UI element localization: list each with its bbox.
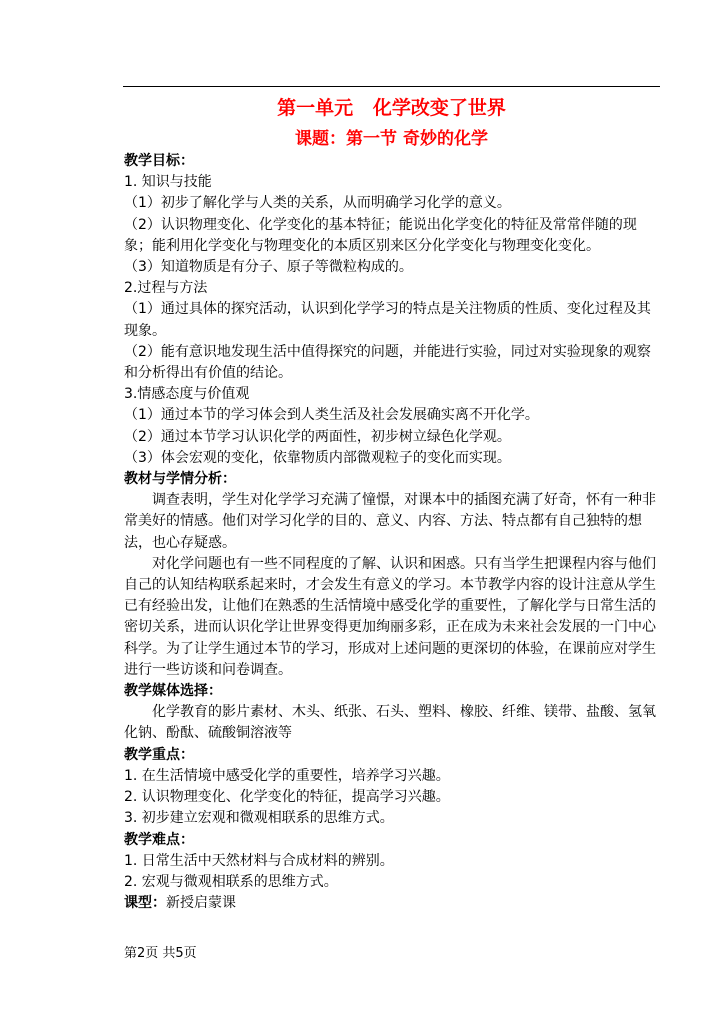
list-item: （2）能有意识地发现生活中值得探究的问题，并能进行实验，同过对实验现象的观察和分析得出有价值的结论。 [124,343,651,382]
list-item: 1. 日常生活中天然材料与合成材料的辨别。 [124,852,394,869]
section-heading: 教学难点： [124,831,194,848]
list-item: 3. 初步建立宏观和微观相联系的思维方式。 [124,810,394,827]
list-item: 2. 宏观与微观相联系的思维方式。 [124,873,338,890]
paragraph: 化学教育的影片素材、木头、纸张、石头、塑料、橡胶、纤维、镁带、盐酸、氢氧化钠、酚酞、硫酸铜溶液等 [124,704,656,742]
list-item: （1）通过具体的探究活动，认识到化学学习的特点是关注物质的性质、变化过程及其现象。 [124,301,651,339]
list-item: 1. 在生活情境中感受化学的重要性，培养学习兴趣。 [124,767,450,784]
lesson-title: 课题：第一节 奇妙的化学 [295,129,488,149]
list-item: 1. 知识与技能 [124,174,212,191]
list-item: 2. 认识物理变化、化学变化的特征，提高学习兴趣。 [124,789,450,806]
list-item: （1）通过本节的学习体会到人类生活及社会发展确实离不开化学。 [124,407,539,424]
unit-title: 第一单元 化学改变了世界 [277,97,506,119]
list-item: （3）知道物质是有分子、原子等微粒构成的。 [124,259,413,276]
list-item: （1）初步了解化学与人类的关系，从而明确学习化学的意义。 [124,195,511,212]
paragraph: 调查表明，学生对化学学习充满了憧憬，对课本中的插图充满了好奇，怀有一种非常美好的情感。他们对学习化学的目的、意义、内容、方法、特点都有自己独特的想法，也心存疑惑。 [124,492,656,551]
paragraph: 对化学问题也有一些不同程度的了解、认识和困惑。只有当学生把课程内容与他们自己的认知结构联系起来时，才会发生有意义的学习。本节教学内容的设计注意从学生已有经验出发，让他们在熟悉的生活情境中感受化学的重要性，了解化学与日常生活的密切关系，进而认识化学让世界变得更加绚丽多彩，正在成为未来社会发展的一门中心科学。为了让学生通过本节的学习，形成对上述问题的更深切的体验，在课前应对学生进行一些访谈和问卷调查。 [124,555,656,678]
lesson-type-label: 课型： [124,895,166,912]
list-item: 3.情感态度与价值观 [124,386,250,403]
section-heading: 教学媒体选择： [124,683,222,700]
section-heading: 教学重点： [124,746,194,763]
section-heading: 教材与学情分析： [124,471,236,488]
list-item: （2）通过本节学习认识化学的两面性，初步树立绿色化学观。 [124,428,511,445]
lesson-plan-body [124,151,660,914]
lesson-type-value: 新授启蒙课 [166,895,236,912]
lesson-type [124,893,660,914]
list-item: 2.过程与方法 [124,280,208,297]
page-number: 第2页 共5页 [124,946,197,961]
list-item: （2）认识物理变化、化学变化的基本特征；能说出化学变化的特征及常常伴随的现象；能利用化学变化与物理变化的本质区别来区分化学变化与物理变化变化。 [124,216,637,254]
section-heading: 教学目标： [124,153,194,169]
list-item: （3）体会宏观的变化，依靠物质内部微观粒子的变化而实现。 [124,449,511,466]
header-rule [123,86,660,87]
